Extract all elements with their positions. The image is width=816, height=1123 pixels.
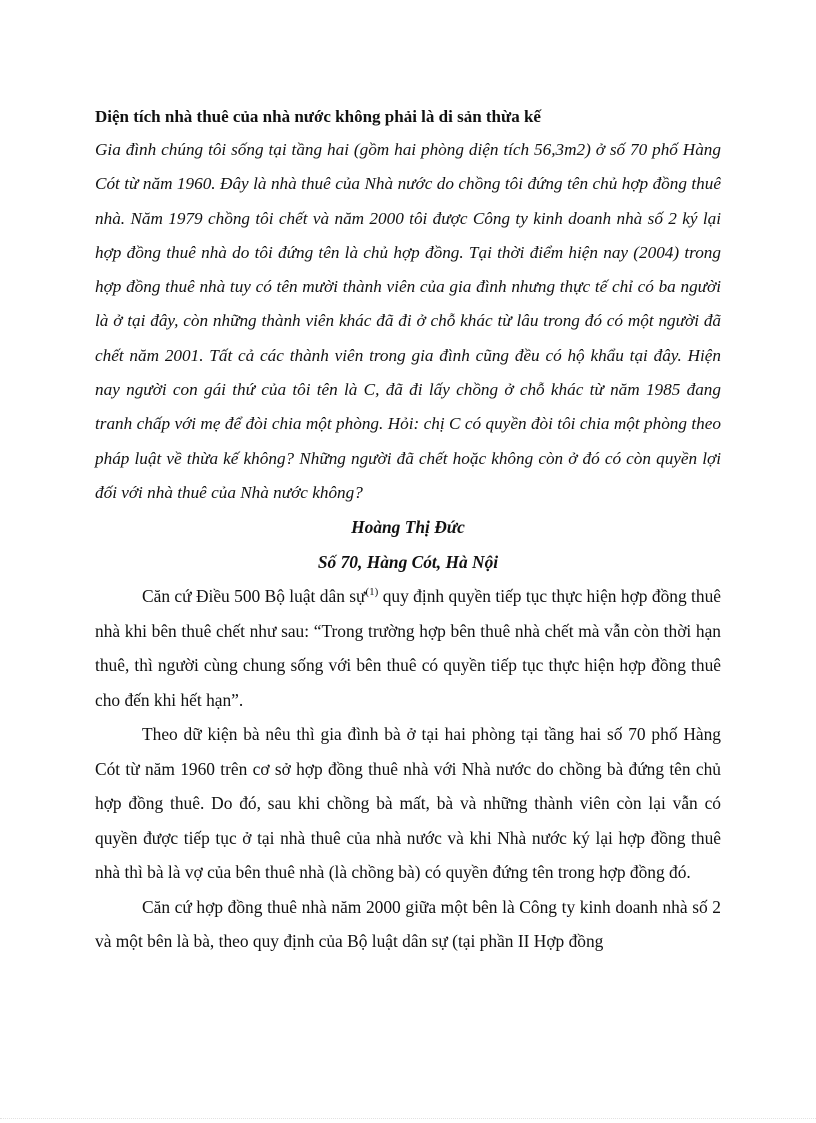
paragraph-1-text-start: Căn cứ Điều 500 Bộ luật dân sự — [142, 586, 366, 607]
page-bottom-divider — [0, 1118, 816, 1119]
author-name: Hoàng Thị Đức — [351, 517, 465, 538]
paragraph-1-text-end: quy định quyền tiếp tục thực hiện hợp đồng thuê nhà khi bên thuê chết như sau: “Trong trường hợp bên thuê nhà chết mà vẫn còn thời hạn thuê, thì người cùng chung sống với bên thuê có quyền tiếp tục thực hiện hợp đồng thuê cho đến khi hết hạn”. — [95, 586, 721, 710]
answer-paragraph-2: Theo dữ kiện bà nêu thì gia đình bà ở tại hai phòng tại tầng hai số 70 phố Hàng Cót từ năm 1960 trên cơ sở hợp đồng thuê nhà với Nhà nước do chồng bà đứng tên chủ hợp đồng thuê. Do đó, sau khi chồng bà mất, bà và những thành viên còn lại vẫn có quyền được tiếp tục ở tại nhà thuê của nhà nước và khi Nhà nước ký lại hợp đồng thuê nhà thì bà là vợ của bên thuê nhà (là chồng bà) có quyền đứng tên trong hợp đồng đó. — [95, 724, 721, 883]
document-content — [95, 100, 721, 959]
document-title: Diện tích nhà thuê của nhà nước không phải là di sản thừa kế — [95, 107, 541, 126]
author-address: Số 70, Hàng Cót, Hà Nội — [317, 551, 499, 572]
answer-paragraph-1 — [95, 579, 721, 717]
question-paragraph: Gia đình chúng tôi sống tại tầng hai (gồm hai phòng diện tích 56,3m2) ở số 70 phố Hàng Cót từ năm 1960. Đây là nhà thuê của Nhà nước do chồng tôi đứng tên chủ hợp đồng thuê nhà. Năm 1979 chồng tôi chết và năm 2000 tôi được Công ty kinh doanh nhà số 2 ký lại hợp đồng thuê nhà do tôi đứng tên là chủ hợp đồng. Tại thời điểm hiện nay (2004) trong hợp đồng thuê nhà tuy có tên mười thành viên của gia đình nhưng thực tế chỉ có ba người là ở tại đây, còn những thành viên khác đã đi ở chỗ khác từ lâu trong đó có một người đã chết năm 2001. Tất cả các thành viên trong gia đình cũng đều có hộ khẩu tại đây. Hiện nay người con gái thứ của tôi tên là C, đã đi lấy chồng ở chỗ khác từ năm 1985 đang tranh chấp với mẹ để đòi chia một phòng. Hỏi: chị C có quyền đòi tôi chia một phòng theo pháp luật về thừa kế không? Những người đã chết hoặc không còn ở đó có còn quyền lợi đối với nhà thuê của Nhà nước không? — [95, 140, 721, 502]
answer-paragraph-3: Căn cứ hợp đồng thuê nhà năm 2000 giữa một bên là Công ty kinh doanh nhà số 2 và một bên là bà, theo quy định của Bộ luật dân sự (tại phần II Hợp đồng — [95, 896, 721, 952]
footnote-marker: (1) — [365, 586, 379, 599]
